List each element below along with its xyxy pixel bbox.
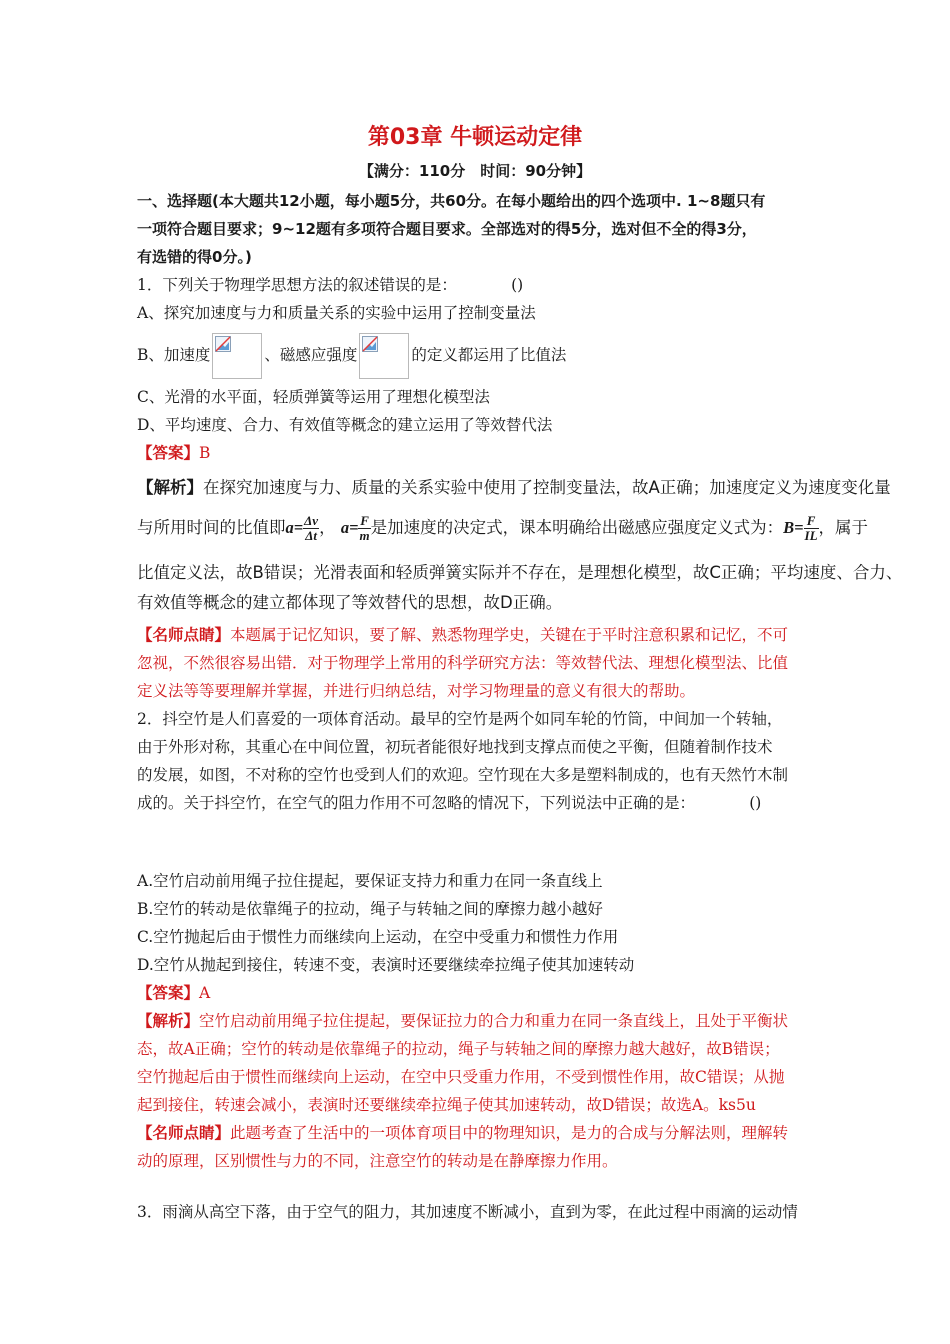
numerator: Δv: [304, 513, 319, 528]
question-1-option-c: C、光滑的水平面，轻质弹簧等运用了理想化模型法: [137, 388, 490, 406]
question-2-option-a: A.空竹启动前用绳子拉住提起，要保证支持力和重力在同一条直线上: [137, 872, 603, 890]
tip-text: 此题考查了生活中的一项体育项目中的物理知识，是力的合成与分解法则，理解转: [230, 1124, 789, 1142]
question-1-option-b: [137, 332, 837, 379]
formula-acceleration-def-lhs: a=: [285, 518, 304, 537]
chapter-title: 第03章 牛顿运动定律: [367, 125, 583, 150]
denominator: IL: [804, 528, 818, 543]
question-2-stem: 成的。关于抖空竹，在空气的阻力作用不可忽略的情况下，下列说法中正确的是： (): [137, 794, 762, 812]
analysis-text: 在探究加速度与力、质量的关系实验中使用了控制变量法，故A正确；加速度定义为速度变化量: [203, 478, 891, 497]
tip-tag: 【名师点睛】: [137, 625, 231, 644]
broken-image-icon: [362, 336, 378, 352]
question-1-analysis: 比值定义法，故B错误；光滑表面和轻质弹簧实际并不存在，是理想化模型，故C正确；平均速度、合力、: [137, 563, 903, 582]
question-1-tip: 定义法等等要理解并掌握，并进行归纳总结，对学习物理量的意义有很大的帮助。: [137, 682, 696, 700]
formula-acceleration-law: [358, 514, 370, 543]
question-2-option-b: B.空竹的转动是依靠绳子的拉动，绳子与转轴之间的摩擦力越小越好: [137, 900, 603, 918]
analysis-tag: 【解析】: [137, 478, 203, 497]
question-1-tip: 忽视，不然很容易出错．对于物理学上常用的科学研究方法：等效替代法、理想化模型法、比值: [137, 654, 789, 672]
question-2-analysis: 空竹抛起后由于惯性而继续向上运动，在空中只受重力作用，不受到惯性作用，故C错误；从抛: [137, 1068, 785, 1086]
analysis-text: 空竹启动前用绳子拉住提起，要保证拉力的合力和重力在同一条直线上，且处于平衡状: [199, 1012, 789, 1030]
question-1-analysis: [137, 477, 891, 499]
broken-image-placeholder: [212, 333, 262, 379]
question-2-analysis: 起到接住，转速会减小，表演时还要继续牵拉绳子使其加速转动，故D错误；故选A。ks5u: [137, 1096, 756, 1114]
question-2-stem: 由于外形对称，其重心在中间位置，初玩者能很好地找到支撑点而使之平衡，但随着制作技术: [137, 738, 773, 756]
question-3-stem: 3．雨滴从高空下落，由于空气的阻力，其加速度不断减小，直到为零，在此过程中雨滴的运动情: [137, 1203, 798, 1221]
question-1-option-a: A、探究加速度与力和质量关系的实验中运用了控制变量法: [137, 304, 536, 322]
formula-acceleration-law-lhs: a=: [340, 518, 359, 537]
question-2-answer: [137, 982, 837, 1004]
question-1-answer: [137, 442, 837, 464]
denominator: Δt: [305, 528, 317, 543]
question-1-analysis: [137, 508, 869, 548]
analysis-text: 与所用时间的比值即: [137, 518, 286, 537]
formula-acceleration-def: [303, 514, 319, 543]
answer-tag: 【答案】: [137, 983, 200, 1002]
numerator: F: [804, 514, 819, 529]
answer-tag: 【答案】: [137, 443, 200, 462]
formula-magnetic-field-lhs: B=: [783, 518, 804, 537]
broken-image-icon: [215, 336, 231, 352]
denominator: m: [359, 528, 370, 543]
question-1-option-d: D、平均速度、合力、有效值等概念的建立运用了等效替代法: [137, 416, 553, 434]
question-1-analysis: 有效值等概念的建立都体现了等效替代的思想，故D正确。: [137, 593, 563, 612]
question-2-analysis: 态，故A正确；空竹的转动是依靠绳子的拉动，绳子与转轴之间的摩擦力越大越好，故B错误；: [137, 1040, 780, 1058]
question-2-stem: 2．抖空竹是人们喜爱的一项体育活动。最早的空竹是两个如同车轮的竹筒，中间加一个转轴，: [137, 710, 783, 728]
answer-value: B: [199, 444, 211, 462]
formula-magnetic-field: [804, 514, 819, 543]
broken-image-placeholder: [359, 333, 409, 379]
exam-meta: 【满分：110分 时间：90分钟】: [358, 162, 592, 180]
analysis-text: ，: [319, 518, 336, 537]
question-1-stem: 1．下列关于物理学思想方法的叙述错误的是： (): [137, 276, 524, 294]
tip-tag: 【名师点睛】: [137, 1123, 231, 1142]
option-b-text: 的定义都运用了比值法: [411, 346, 567, 364]
question-2-stem: 的发展，如图，不对称的空竹也受到人们的欢迎。空竹现在大多是塑料制成的，也有天然竹木制: [137, 766, 789, 784]
analysis-tag: 【解析】: [137, 1011, 200, 1030]
section-heading-line: 有选错的得0分。): [137, 248, 252, 266]
section-heading-line: 一、选择题(本大题共12小题，每小题5分，共60分。在每小题给出的四个选项中. 1~8题只有: [137, 192, 766, 210]
section-heading-line: 一项符合题目要求；9~12题有多项符合题目要求。全部选对的得5分，选对但不全的得3分，: [137, 220, 757, 238]
analysis-text: 是加速度的决定式，课本明确给出磁感应强度定义式为：: [370, 518, 784, 537]
option-b-text: B、加速度: [137, 346, 211, 364]
answer-value: A: [199, 984, 211, 1002]
question-2-tip: 动的原理，区别惯性与力的不同，注意空竹的转动是在静摩擦力作用。: [137, 1152, 618, 1170]
analysis-text: ，属于: [818, 518, 869, 537]
question-1-tip: [137, 624, 837, 646]
tip-text: 本题属于记忆知识，要了解、熟悉物理学史，关键在于平时注意积累和记忆，不可: [230, 626, 789, 644]
question-2-option-d: D.空竹从抛起到接住，转速不变，表演时还要继续牵拉绳子使其加速转动: [137, 956, 635, 974]
question-2-option-c: C.空竹抛起后由于惯性力而继续向上运动，在空中受重力和惯性力作用: [137, 928, 619, 946]
numerator: F: [360, 513, 369, 528]
question-2-tip: [137, 1122, 837, 1144]
option-b-text: 、磁感应强度: [264, 346, 358, 364]
question-2-analysis: [137, 1010, 837, 1032]
